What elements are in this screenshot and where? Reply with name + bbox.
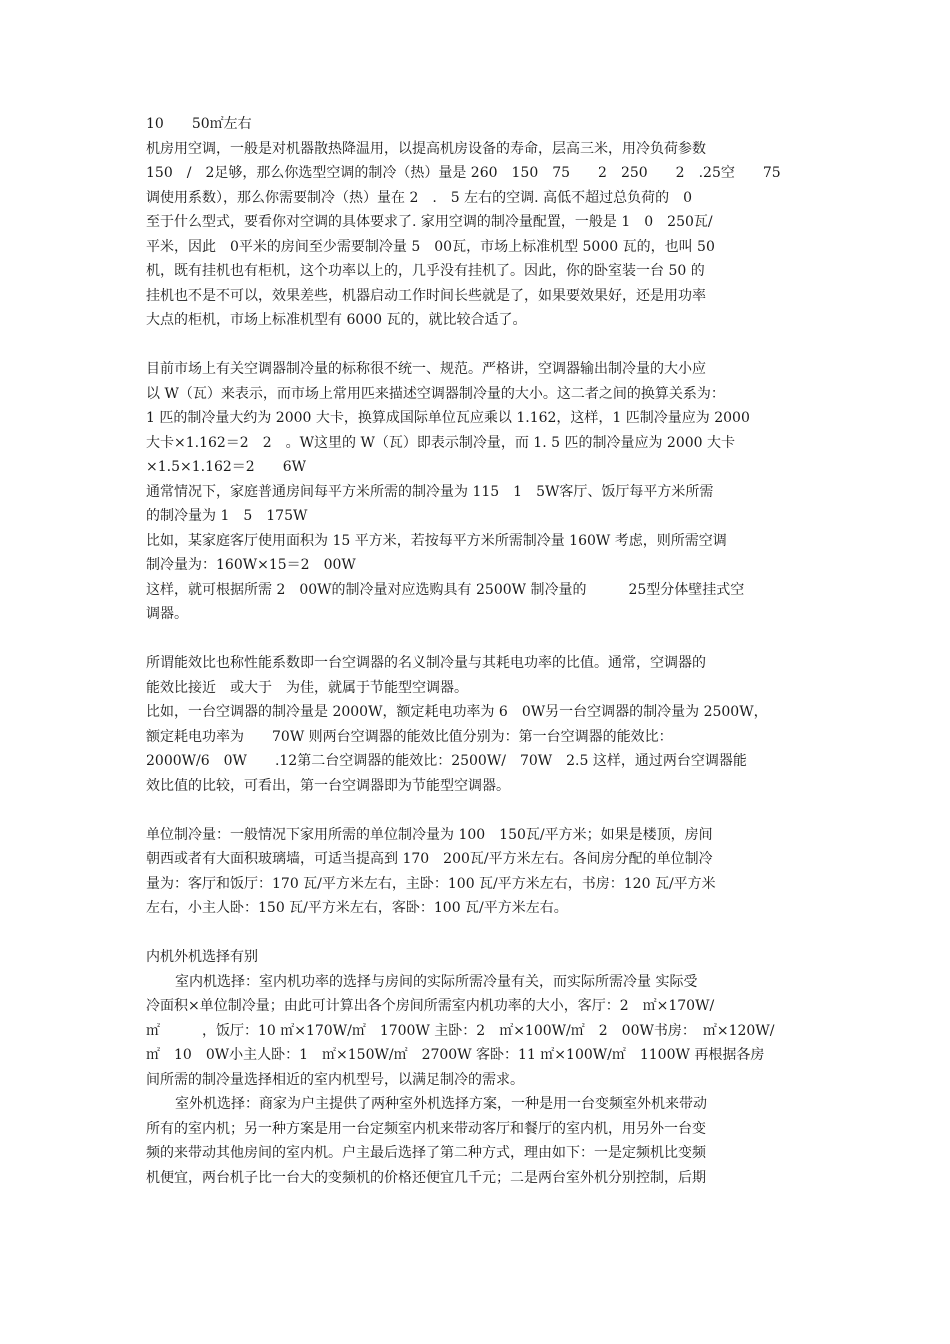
text-line: 调器。 [146,606,188,622]
paragraph-indoor-outdoor-selection [146,945,812,1190]
text-line: 室外机选择：商家为户主提供了两种室外机选择方案，一种是用一台变频室外机来带动 [175,1096,707,1112]
paragraph-gap [146,921,812,946]
text-line: 左右，小主人卧：150 瓦/平方米左右，客卧：100 瓦/平方米左右。 [146,900,568,916]
text-line: 10 50㎡左右 [146,116,252,132]
text-line: 调使用系数），那么你需要制冷（热）量在 2 . 5 左右的空调. 高低不超过总负荷的 0 [146,189,692,206]
text-line: 挂机也不是不可以，效果差些，机器启动工作时间长些就是了，如果要效果好，还是用功率 [146,287,706,304]
section-heading: 内机外机选择有别 [146,949,258,965]
text-line: 冷面积×单位制冷量；由此可计算出各个房间所需室内机功率的大小，客厅：2 ㎡×170W/ [146,998,715,1014]
text-line: 单位制冷量：一般情况下家用所需的单位制冷量为 100 150瓦/平方米；如果是楼顶，房间 [146,826,713,843]
text-line: 间所需的制冷量选择相近的室内机型号，以满足制冷的需求。 [146,1071,524,1088]
text-line: 至于什么型式，要看你对空调的具体要求了. 家用空调的制冷量配置，一般是 1 0 250瓦/ [146,214,713,230]
paragraph-gap [146,333,812,358]
text-line: 机，既有挂机也有柜机，这个功率以上的，几乎没有挂机了。因此，你的卧室装一台 50 的 [146,263,705,279]
text-line: 目前市场上有关空调器制冷量的标称很不统一、规范。严格讲，空调器输出制冷量的大小应 [146,361,706,377]
text-line: 频的来带动其他房间的室内机。户主最后选择了第二种方式，理由如下：一是定频机比变频 [146,1145,706,1161]
text-line: 能效比接近 或大于 为佳，就属于节能型空调器。 [146,679,468,696]
document-page [146,112,812,1190]
text-line: 朝西或者有大面积玻璃墙，可适当提高到 170 200瓦/平方米左右。各间房分配的单位制冷 [146,851,713,867]
text-line: 额定耗电功率为 70W 则两台空调器的能效比值分别为：第一台空调器的能效比： [146,728,673,745]
text-line: 1 匹的制冷量大约为 2000 大卡，换算成国际单位瓦应乘以 1.162，这样，1 匹制冷量应为 2000 [146,410,750,426]
text-line: 这样，就可根据所需 2 00W的制冷量对应选购具有 2500W 制冷量的 25型分体壁挂式空 [146,581,745,598]
text-line: ㎡ ，饭厅：10 ㎡×170W/㎡ 1700W 主卧：2 ㎡×100W/㎡ 2 00W书房： ㎡×120W/ [146,1022,775,1039]
text-line: 通常情况下，家庭普通房间每平方米所需的制冷量为 115 1 5W客厅、饭厅每平方米所需 [146,483,714,500]
text-line: 机房用空调，一般是对机器散热降温用，以提高机房设备的寿命，层高三米，用冷负荷参数 [146,140,706,157]
text-line: 比如，一台空调器的制冷量是 2000W，额定耗电功率为 6 0W另一台空调器的制冷量为 2500W， [146,704,768,720]
text-line: ㎡ 10 0W小主人卧：1 ㎡×150W/㎡ 2700W 客卧：11 ㎡×100W/㎡ 1100W 再根据各房 [146,1047,765,1063]
text-line: 所有的室内机；另一种方案是用一台定频室内机来带动客厅和餐厅的室内机，用另外一台变 [146,1120,706,1137]
paragraph-cooling-capacity-units [146,357,812,627]
text-line: 机便宜，两台机子比一台大的变频机的价格还便宜几千元；二是两台室外机分别控制，后期 [146,1169,706,1186]
paragraph-gap [146,627,812,652]
text-line: 比如，某家庭客厅使用面积为 15 平方米，若按每平方米所需制冷量 160W 考虑，则所需空调 [146,532,727,549]
paragraph-energy-efficiency-ratio [146,651,812,798]
paragraph-gap [146,798,812,823]
text-line: 以 W（瓦）来表示，而市场上常用匹来描述空调器制冷量的大小。这二者之间的换算关系为： [146,385,725,402]
text-line: 平米，因此 0平米的房间至少需要制冷量 5 00瓦，市场上标准机型 5000 瓦的，也叫 50 [146,238,715,255]
text-line: 量为：客厅和饭厅：170 瓦/平方米左右，主卧：100 瓦/平方米左右，书房：120 瓦/平方米 [146,875,716,892]
paragraph-machine-room-ac [146,112,812,333]
text-line: ×1.5×1.162＝2 6W [146,459,307,475]
text-line: 所谓能效比也称性能系数即一台空调器的名义制冷量与其耗电功率的比值。通常，空调器的 [146,655,706,671]
text-line: 大点的柜机，市场上标准机型有 6000 瓦的，就比较合适了。 [146,312,527,328]
text-line: 的制冷量为 1 5 175W [146,508,308,524]
paragraph-unit-cooling-capacity [146,823,812,921]
text-line: 制冷量为：160W×15＝2 00W [146,557,356,573]
text-line: 2000W/6 0W .12第二台空调器的能效比：2500W/ 70W 2.5 这样，通过两台空调器能 [146,753,747,769]
text-line: 150 / 2足够，那么你选型空调的制冷（热）量是 260 150 75 2 250 2 .25空 75 [146,165,781,181]
text-line: 室内机选择：室内机功率的选择与房间的实际所需冷量有关，而实际所需冷量 实际受 [175,973,698,990]
text-line: 大卡×1.162＝2 2 。W这里的 W（瓦）即表示制冷量，而 1. 5 匹的制冷量应为 2000 大卡 [146,434,735,451]
text-line: 效比值的比较，可看出，第一台空调器即为节能型空调器。 [146,777,510,794]
